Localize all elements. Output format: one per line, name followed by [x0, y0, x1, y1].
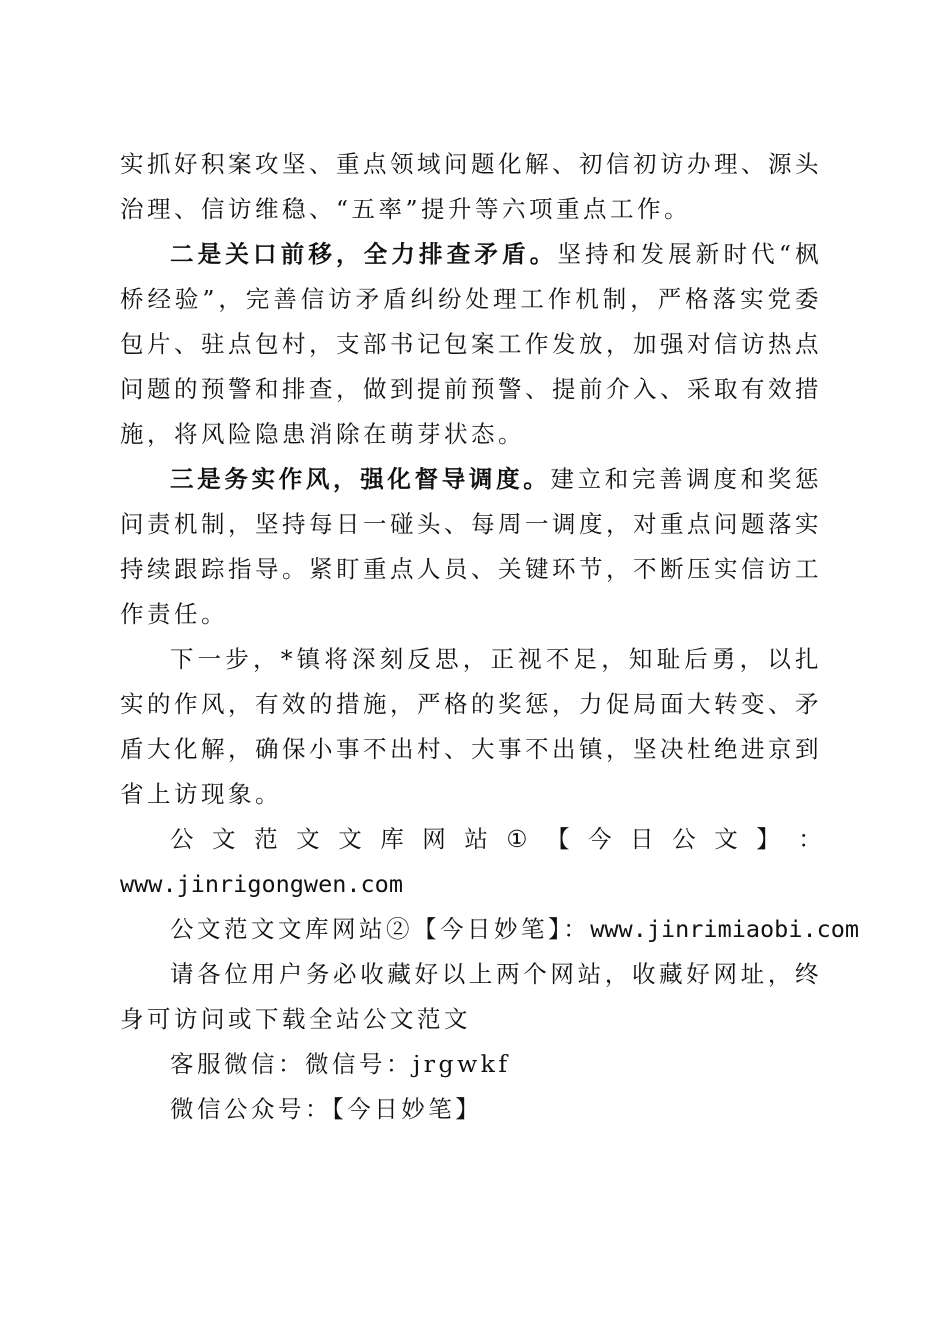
paragraph-lead-3: 三是务实作风，强化督导调度。: [170, 465, 551, 493]
site1-url[interactable]: www.jinrigongwen.com: [120, 870, 403, 898]
site1-char: 公: [170, 825, 194, 853]
site1-char: ①: [506, 825, 528, 853]
site2-label: 公文范文文库网站②【今日妙笔】：: [170, 915, 591, 943]
site1-char: 站: [464, 825, 488, 853]
site2-line: [120, 907, 860, 952]
official-account: 微信公众号：【今日妙笔】: [170, 1095, 483, 1123]
paragraph-body-2: 坚持和发展新时代“枫桥经验”，完善信访矛盾纠纷处理工作机制，严格落实党委包片、驻点包村，支部书记包案工作发放，加强对信访热点问题的预警和排查，做到提前预警、提前介入、采取有效措施，将风险隐患消除在萌芽状态。: [120, 240, 823, 448]
site1-char: 【: [546, 825, 570, 853]
site1-char: 范: [254, 825, 278, 853]
paragraph-continuation: 实抓好积案攻坚、重点领域问题化解、初信初访办理、源头治理、信访维稳、“五率”提升等六项重点工作。: [120, 150, 822, 223]
site2-url[interactable]: www.jinrimiaobi.com: [590, 915, 860, 943]
site1-char: 文: [714, 825, 738, 853]
site1-label: [120, 817, 822, 862]
paragraph-measure-3: [120, 457, 822, 637]
site1-char: 】: [756, 825, 780, 853]
site1-char: ：: [798, 825, 822, 853]
site1-char: 网: [422, 825, 446, 853]
paragraph-body-3: 建立和完善调度和奖惩问责机制，坚持每日一碰头、每周一调度，对重点问题落实持续跟踪指导。紧盯重点人员、关键环节，不断压实信访工作责任。: [120, 465, 823, 628]
site1-char: 库: [380, 825, 404, 853]
document-page: [120, 142, 860, 1132]
site1-char: 今: [588, 825, 612, 853]
site1-char: 文: [338, 825, 362, 853]
site1-char: 文: [296, 825, 320, 853]
service-wechat: 客服微信：微信号：jrgwkf: [170, 1050, 511, 1078]
paragraph-measure-2: [120, 232, 822, 457]
site1-char: 日: [630, 825, 654, 853]
paragraph-next-step: 下一步，*镇将深刻反思，正视不足，知耻后勇，以扎实的作风，有效的措施，严格的奖惩，力促局面大转变、矛盾大化解，确保小事不出村、大事不出镇，坚决杜绝进京到省上访现象。: [120, 645, 822, 808]
paragraph-lead-2: 二是关口前移，全力排查矛盾。: [170, 240, 558, 268]
bookmark-notice: 请各位用户务必收藏好以上两个网站，收藏好网址，终身可访问或下载全站公文范文: [120, 960, 822, 1033]
site1-char: 文: [212, 825, 236, 853]
site1-char: 公: [672, 825, 696, 853]
